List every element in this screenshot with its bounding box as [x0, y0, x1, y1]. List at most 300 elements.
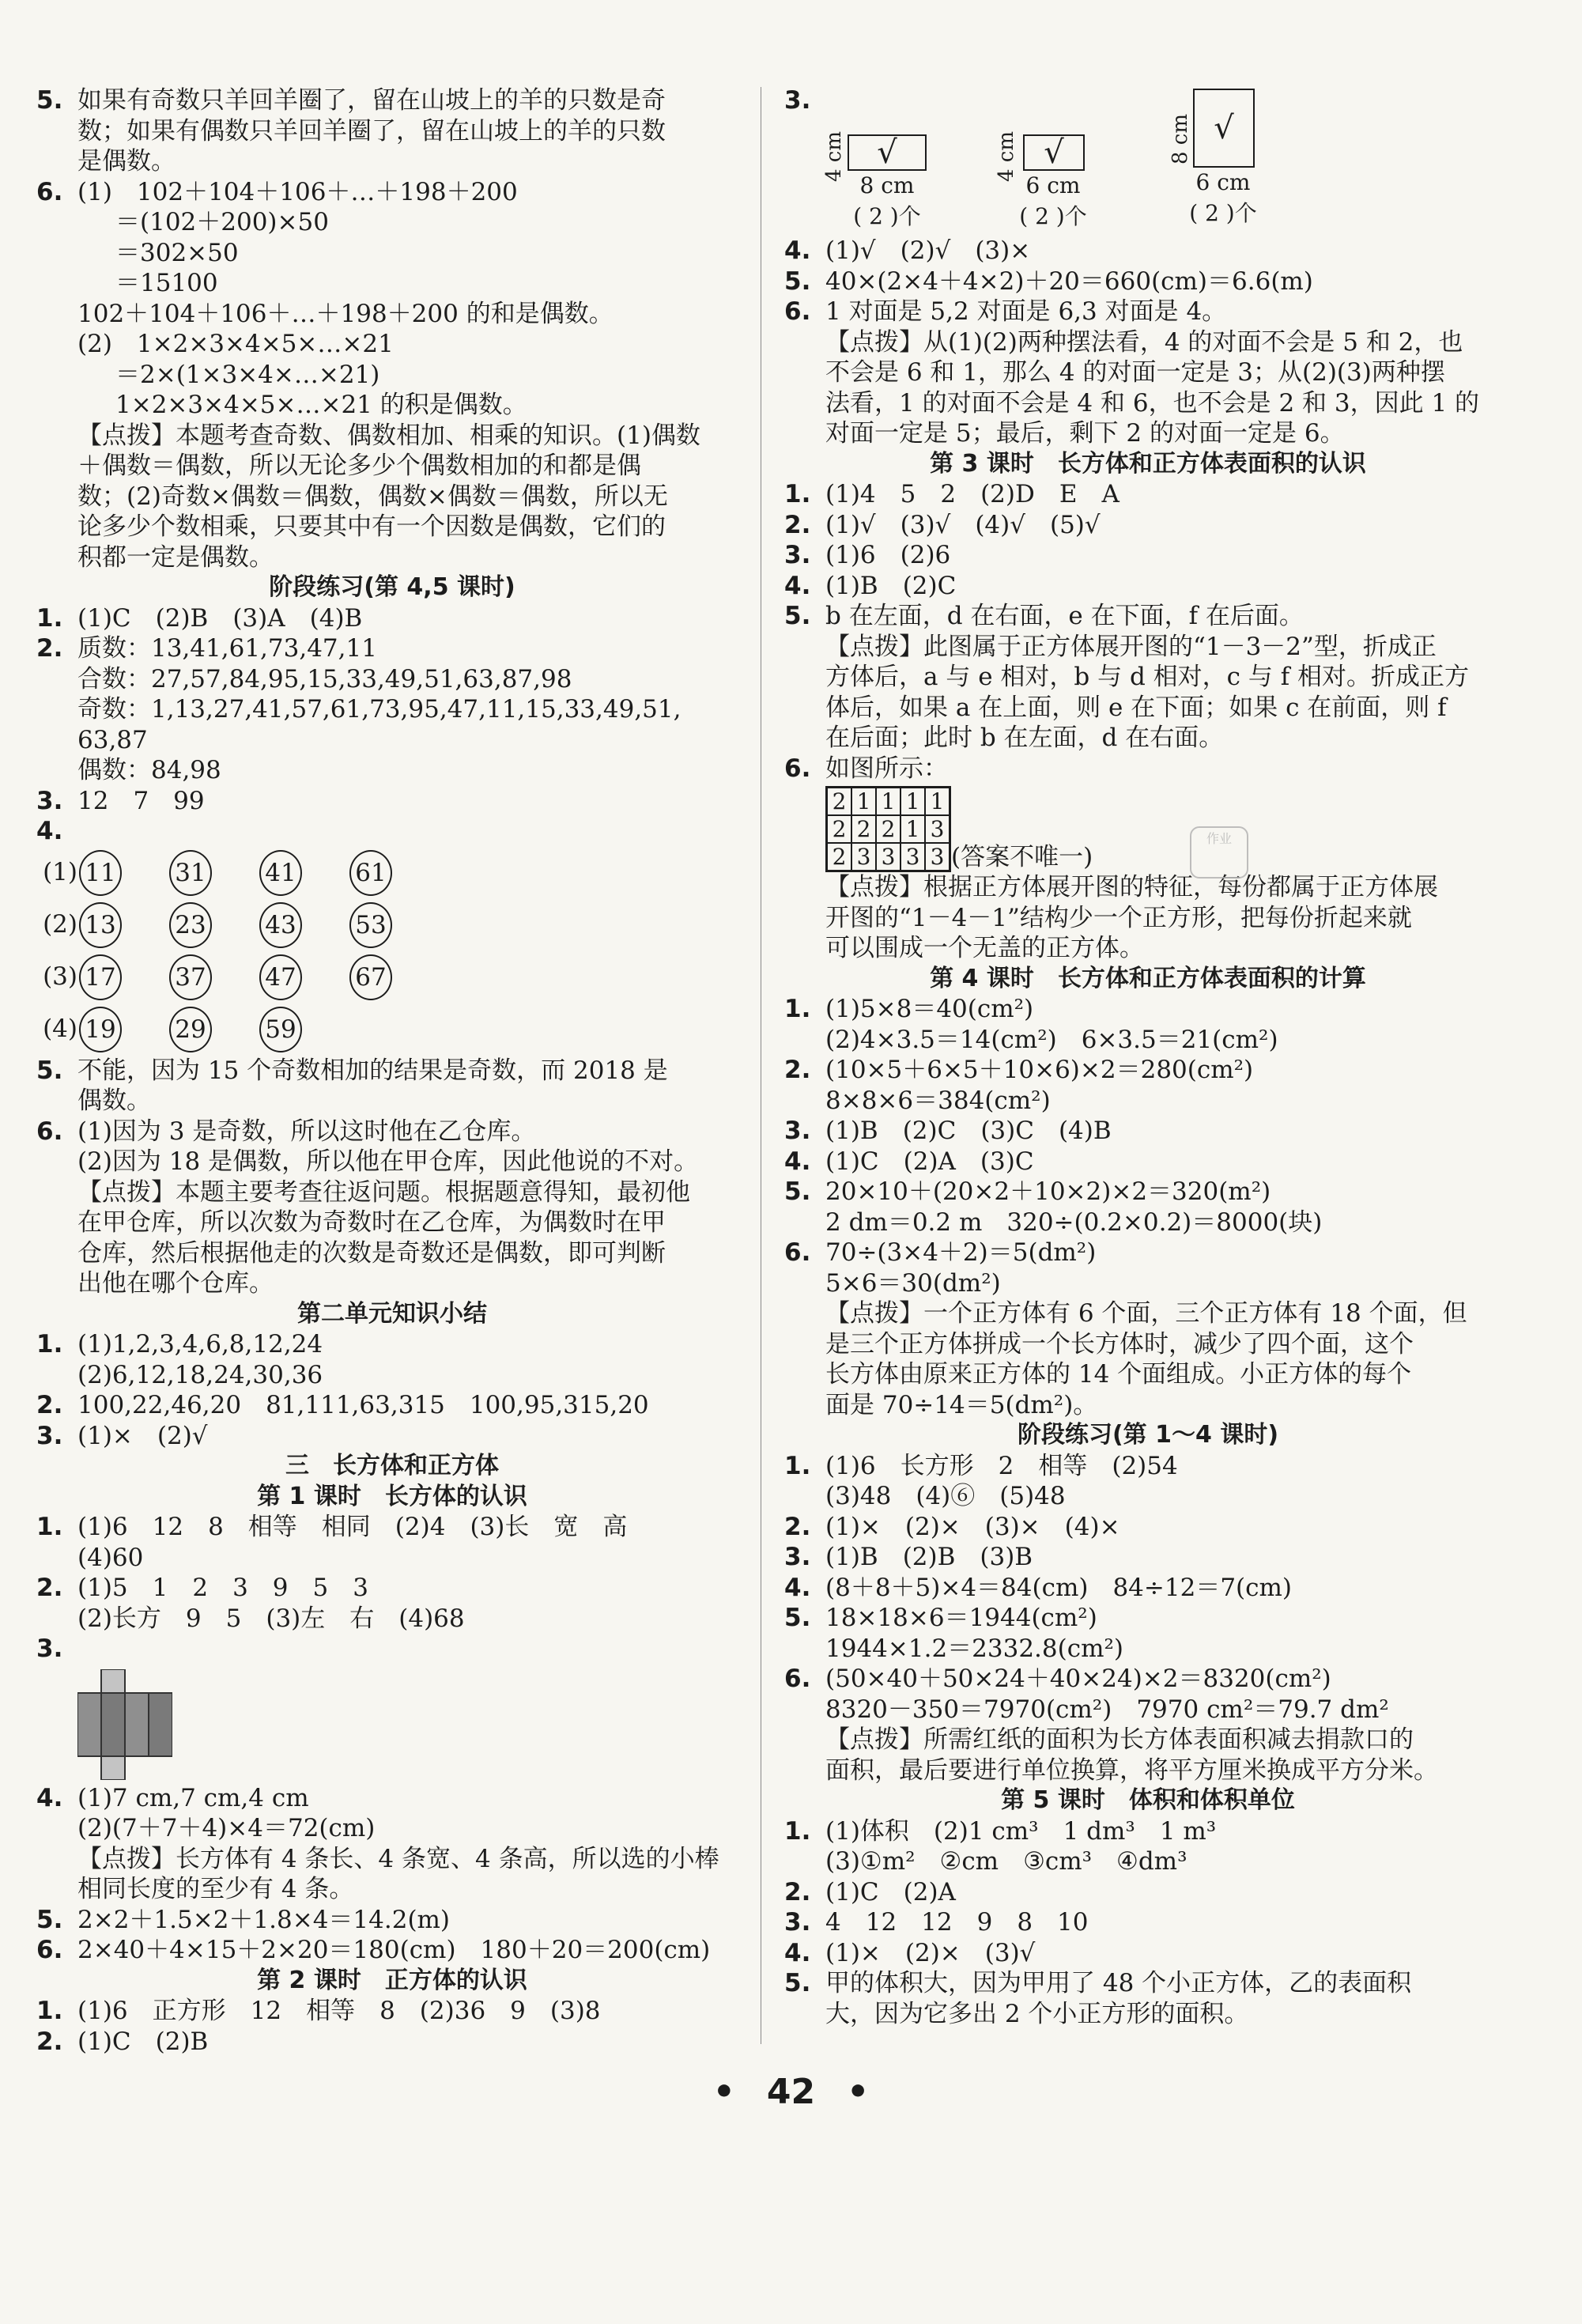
answer-line [36, 2027, 748, 2058]
box2-side-label: 4 cm [995, 130, 1018, 182]
answer-text: 论多少个数相乘，只要其中有一个因数是偶数，它们的 [77, 512, 666, 541]
answer-text: 在后面；此时 b 在左面，d 在右面。 [825, 724, 1224, 752]
answer-line [784, 1116, 1512, 1147]
answer-text: 法看，1 的对面不会是 4 和 6，也不会是 2 和 3，因此 1 的 [825, 388, 1480, 418]
answer-text: 【点拨】此图属于正方体展开图的“1－3－2”型，折成正 [825, 632, 1437, 661]
answer-line [36, 725, 748, 756]
answer-line [784, 693, 1512, 724]
answer-text: 20×10＋(20×2＋10×2)×2＝320(m²) [825, 1177, 1271, 1206]
grid-cell: 1 [900, 788, 925, 815]
question-number: 6. [36, 177, 63, 206]
question-number: 3. [784, 1543, 811, 1571]
net-diagram [77, 1669, 172, 1780]
answer-line [36, 1360, 748, 1391]
answer-line [36, 1844, 748, 1875]
answer-text: 数；(2)奇数×偶数＝偶数，偶数×偶数＝偶数，所以无 [77, 482, 668, 511]
answer-text: 开图的“1－4－1”结构少一个正方形，把每份折起来就 [825, 903, 1412, 932]
circle-row [36, 1003, 748, 1056]
question-number: 1. [784, 480, 811, 508]
answer-line [784, 933, 1512, 964]
question-number: 2. [36, 2027, 63, 2056]
section-heading: 第二单元知识小结 [297, 1299, 487, 1328]
answer-text: (2)长方 9 5 (3)左 右 (4)68 [77, 1604, 465, 1633]
answer-line [36, 177, 748, 208]
answer-line [784, 1207, 1512, 1238]
answer-line [784, 479, 1512, 510]
question-number: 4. [784, 1938, 811, 1967]
question-number: 1. [784, 1451, 811, 1480]
answer-text: 面是 70÷14＝5(dm²)。 [825, 1390, 1098, 1419]
answer-text: ＝(102＋200)×50 [115, 208, 329, 236]
answer-text: ＝2×(1×3×4×…×21) [115, 360, 380, 389]
answer-line [36, 1573, 748, 1604]
answer-text: 2×2＋1.5×2＋1.8×4＝14.2(m) [77, 1905, 451, 1934]
circled-prime: 41 [259, 850, 302, 896]
answer-text: 不会是 6 和 1，那么 4 的对面一定是 3；从(2)(3)两种摆 [825, 358, 1445, 387]
question-number: 3. [784, 541, 811, 569]
answer-text: (1)6 长方形 2 相等 (2)54 [825, 1451, 1178, 1480]
answer-text: 仓库，然后根据他走的次数是奇数还是偶数，即可判断 [77, 1238, 666, 1268]
answer-text: (1)× (2)× (3)× (4)× [825, 1512, 1120, 1541]
answer-line [36, 299, 748, 330]
grid-cell: 3 [876, 843, 900, 871]
answer-line [36, 1177, 748, 1208]
circle-row [36, 847, 748, 899]
grid-cell: 3 [925, 815, 950, 843]
answer-line [36, 755, 748, 786]
box3-rectangle: √ [1193, 89, 1255, 168]
answer-line [784, 632, 1512, 663]
answer-text: 在甲仓库，所以次数为奇数时在乙仓库，为偶数时在甲 [77, 1208, 666, 1237]
grid-cell: 2 [851, 815, 876, 843]
answer-text: 出他在哪个仓库。 [77, 1269, 274, 1298]
answer-text: 甲的体积大，因为甲用了 48 个小正方体，乙的表面积 [825, 1969, 1412, 1997]
question-number: 5. [784, 1177, 811, 1206]
answer-text: b 在左面，d 在右面，e 在下面，f 在后面。 [825, 602, 1304, 630]
answer-line [784, 1390, 1512, 1421]
answer-line [784, 1359, 1512, 1390]
answer-text: 70÷(3×4＋2)＝5(dm²) [825, 1238, 1097, 1267]
answer-text: 长方体由原来正方体的 14 个面组成。小正方体的每个 [825, 1360, 1412, 1389]
circled-prime: 59 [259, 1007, 302, 1052]
answer-text: (2)4×3.5＝14(cm²) 6×3.5＝21(cm²) [825, 1025, 1278, 1054]
answer-text: (1)C (2)B [77, 2027, 209, 2056]
circle-row-label: (1) [43, 858, 77, 887]
answer-text: 面积，最后要进行单位换算，将平方厘米换成平方分米。 [825, 1755, 1438, 1785]
question-number: 3. [784, 1117, 811, 1145]
answer-text: (1)√ (3)√ (4)√ (5)√ [825, 510, 1101, 539]
number-grid [825, 786, 951, 872]
answer-line [784, 327, 1512, 358]
answer-line [36, 1905, 748, 1936]
circled-prime: 67 [349, 954, 392, 1000]
circled-prime: 37 [169, 954, 212, 1000]
answer-text: (1)7 cm,7 cm,4 cm [77, 1783, 309, 1812]
answer-line [36, 1390, 748, 1421]
answer-line [784, 1634, 1512, 1665]
answer-text: (8＋8＋5)×4＝84(cm) 84÷12＝7(cm) [825, 1573, 1292, 1602]
answer-line [36, 1147, 748, 1177]
answer-line [36, 694, 748, 725]
grid-cell: 3 [925, 843, 950, 871]
box1-bottom-label: 8 cm [859, 172, 915, 198]
question-number: 4. [784, 1573, 811, 1602]
answer-line [36, 360, 748, 391]
answer-text: (1)B (2)B (3)B [825, 1543, 1033, 1571]
section-heading: 第 2 课时 正方体的认识 [257, 1966, 527, 1994]
answer-line [36, 329, 748, 360]
circled-prime: 17 [79, 954, 122, 1000]
answer-line [36, 664, 748, 695]
answer-line [784, 1055, 1512, 1086]
box3-count: ( 2 )个 [1189, 199, 1257, 226]
answer-line [36, 786, 748, 817]
circled-prime: 31 [169, 850, 212, 896]
answer-line [36, 633, 748, 664]
grid-cell: 2 [876, 815, 900, 843]
answer-text: (50×40＋50×24＋40×24)×2＝8320(cm²) [825, 1665, 1331, 1693]
answer-line [36, 1783, 748, 1814]
answer-text: 质数：13,41,61,73,47,11 [77, 634, 377, 663]
question-number: 6. [784, 1665, 811, 1693]
circle-row-label: (4) [43, 1015, 77, 1044]
answer-text: ＝302×50 [115, 238, 239, 267]
answer-text: 不能，因为 15 个奇数相加的结果是奇数，而 2018 是 [77, 1056, 668, 1085]
circle-row-label: (3) [43, 962, 77, 992]
number-grid-figure [784, 784, 1512, 872]
answer-line [36, 1329, 748, 1360]
circled-prime: 47 [259, 954, 302, 1000]
question-3-label: 3. [784, 86, 811, 115]
grid-cell: 2 [827, 788, 851, 815]
circled-prime: 53 [349, 902, 392, 948]
answer-text: 是三个正方体拼成一个长方体时，减少了四个面，这个 [825, 1329, 1414, 1359]
box3-bottom-label: 6 cm [1195, 169, 1251, 195]
question-number: 4. [784, 1147, 811, 1176]
answer-line [784, 266, 1512, 297]
answer-text: (1)4 5 2 (2)D E A [825, 480, 1119, 508]
answer-text: 【点拨】本题主要考查往返问题。根据题意得知，最初他 [77, 1177, 690, 1207]
answer-line [784, 1755, 1512, 1786]
question-number: 1. [784, 995, 811, 1023]
answer-text: 1×2×3×4×5×…×21 的积是偶数。 [115, 391, 527, 419]
answer-text: 积都一定是偶数。 [77, 542, 274, 572]
answer-line [36, 1543, 748, 1574]
grid-cell: 1 [900, 815, 925, 843]
question-number: 1. [36, 603, 63, 633]
grid-cell: 1 [851, 788, 876, 815]
section-heading: 三 长方体和正方体 [285, 1452, 499, 1479]
answer-line [36, 1056, 748, 1086]
answer-line [784, 1725, 1512, 1755]
question-number: 6. [784, 754, 811, 783]
grid-cell: 3 [900, 843, 925, 871]
question-number: 6. [784, 1238, 811, 1267]
question-number: 5. [784, 602, 811, 630]
grid-cell: 2 [827, 815, 851, 843]
box3-side-label: 8 cm [1169, 113, 1192, 164]
answer-line [36, 268, 748, 299]
answer-line [36, 1935, 748, 1966]
answer-text: 如图所示： [825, 754, 948, 783]
answer-text: (1)体积 (2)1 cm³ 1 dm³ 1 m³ [825, 1816, 1217, 1846]
question-number: 3. [36, 786, 63, 815]
answer-line [784, 1329, 1512, 1360]
answer-line [36, 1238, 748, 1269]
answer-text: (1)6 (2)6 [825, 541, 951, 569]
answer-text: 【点拨】从(1)(2)两种摆法看，4 的对面不会是 5 和 2，也 [825, 327, 1463, 357]
answer-line [36, 421, 748, 452]
question-4-label: 4. [36, 817, 63, 845]
question-number: 1. [36, 1997, 63, 2025]
question-number: 6. [36, 1117, 63, 1146]
answer-line [784, 1664, 1512, 1695]
answer-line [36, 1086, 748, 1117]
answer-text: (1)C (2)B (3)A (4)B [77, 603, 363, 633]
answer-text: (2) 1×2×3×4×5×…×21 [77, 330, 394, 358]
answer-line [784, 1238, 1512, 1268]
answer-line [36, 146, 748, 177]
answer-line [36, 512, 748, 542]
question-number: 2. [784, 1056, 811, 1084]
circle-row [36, 899, 748, 951]
question-number: 5. [36, 86, 63, 115]
answer-text: 大，因为它多出 2 个小正方形的面积。 [825, 1999, 1249, 2028]
answer-line [784, 903, 1512, 934]
circled-prime: 43 [259, 902, 302, 948]
answer-text: (10×5＋6×5＋10×6)×2＝280(cm²) [825, 1056, 1254, 1084]
answer-line [784, 662, 1512, 693]
answer-line [36, 116, 748, 147]
question-number: 3. [784, 1908, 811, 1937]
answer-line [784, 1938, 1512, 1969]
answer-line [784, 571, 1512, 602]
answer-text: 1 对面是 5,2 对面是 6,3 对面是 4。 [825, 297, 1227, 326]
answer-line [36, 451, 748, 482]
circled-prime: 13 [79, 902, 122, 948]
answer-text: (1)C (2)A [825, 1877, 956, 1906]
answer-line [784, 540, 1512, 571]
answer-text: (2)6,12,18,24,30,36 [77, 1360, 323, 1389]
answer-text: 是偶数。 [77, 147, 176, 176]
answer-line [36, 1117, 748, 1147]
answer-line [784, 297, 1512, 327]
answer-line [784, 1968, 1512, 1999]
rectangle-figures [784, 85, 1512, 236]
answer-line [36, 1604, 748, 1634]
answer-line [784, 1542, 1512, 1573]
answer-line [784, 1298, 1512, 1329]
answer-text: (1) 102＋104＋106＋…＋198＋200 [77, 177, 518, 206]
answer-text: (1)× (2)× (3)√ [825, 1938, 1036, 1967]
question-number: 5. [36, 1056, 63, 1085]
answer-line [36, 603, 748, 634]
answer-line [784, 1086, 1512, 1117]
answer-line [784, 1603, 1512, 1634]
answer-text: 奇数：1,13,27,41,57,61,73,95,47,11,15,33,49,51, [77, 695, 682, 724]
answer-line [784, 994, 1512, 1025]
question-number: 5. [36, 1905, 63, 1934]
grid-cell: 3 [851, 843, 876, 871]
answer-text: 100,22,46,20 81,111,63,315 100,95,315,20 [77, 1391, 649, 1419]
answer-text: 偶数：84,98 [77, 756, 221, 784]
answer-line [36, 542, 748, 573]
box1-count: ( 2 )个 [853, 202, 921, 229]
answer-line [36, 207, 748, 238]
answer-text: (1)C (2)A (3)C [825, 1147, 1034, 1176]
section-heading: 第 1 课时 长方体的认识 [257, 1482, 527, 1510]
question-number: 1. [784, 1816, 811, 1846]
box2-rectangle: √ [1023, 134, 1085, 171]
answer-line [36, 85, 748, 116]
answer-line [784, 754, 1512, 784]
circle-row-label: (2) [43, 910, 77, 939]
answer-text: 方体后，a 与 e 相对，b 与 d 相对，c 与 f 相对。折成正方 [825, 663, 1470, 691]
question-number: 3. [36, 1421, 63, 1450]
box2-bottom-label: 6 cm [1025, 172, 1081, 198]
answer-line [36, 482, 748, 512]
answer-text: 相同长度的至少有 4 条。 [77, 1875, 354, 1903]
answer-line [784, 1695, 1512, 1725]
answer-text: 【点拨】本题考查奇数、偶数相加、相乘的知识。(1)偶数 [77, 421, 700, 450]
answer-line [784, 510, 1512, 541]
answer-text: (1)5 1 2 3 9 5 3 [77, 1574, 368, 1602]
question-number: 2. [784, 510, 811, 539]
answer-text: 63,87 [77, 725, 148, 754]
question-number: 5. [784, 1969, 811, 1997]
answer-text: (1)× (2)√ [77, 1421, 208, 1450]
answer-line [784, 1451, 1512, 1482]
circled-prime: 23 [169, 902, 212, 948]
answer-text: (4)60 [77, 1543, 144, 1572]
answer-text: (1)5×8＝40(cm²) [825, 995, 1034, 1023]
cuboid-net-figure [36, 1665, 748, 1783]
answer-line [784, 388, 1512, 419]
question-number: 2. [784, 1877, 811, 1906]
answer-line [36, 238, 748, 269]
circled-prime: 61 [349, 850, 392, 896]
prime-circles [36, 847, 748, 1056]
question-number: 2. [36, 1391, 63, 1419]
answer-line [784, 1816, 1512, 1847]
answer-line [36, 1512, 748, 1543]
answer-line [784, 723, 1512, 754]
watermark-stamp: 作业 [1190, 826, 1248, 879]
box1-side-label: 4 cm [822, 130, 846, 182]
section-heading: 第 4 课时 长方体和正方体表面积的计算 [930, 964, 1366, 992]
answer-line [784, 1268, 1512, 1299]
section-heading: 阶段练习(第 4,5 课时) [269, 573, 515, 601]
answer-text: (2)因为 18 是偶数，所以他在甲仓库，因此他说的不对。 [77, 1147, 699, 1176]
grid-cell: 1 [925, 788, 950, 815]
answer-line [784, 1999, 1512, 2030]
answer-text: 8320－350＝7970(cm²) 7970 cm²＝79.7 dm² [825, 1695, 1389, 1724]
answer-line [784, 1907, 1512, 1938]
answer-text: 2 dm＝0.2 m 320÷(0.2×0.2)＝8000(块) [825, 1207, 1323, 1237]
answer-line [36, 1813, 748, 1844]
answer-line [36, 1874, 748, 1905]
answer-text: (1)1,2,3,4,6,8,12,24 [77, 1330, 323, 1359]
answer-text: (1)因为 3 是奇数，所以这时他在乙仓库。 [77, 1117, 536, 1146]
answer-line [784, 1481, 1512, 1512]
box2-count: ( 2 )个 [1019, 202, 1087, 229]
answer-text: 102＋104＋106＋…＋198＋200 的和是偶数。 [77, 299, 614, 328]
answer-line [784, 1147, 1512, 1177]
question-number: 6. [784, 297, 811, 326]
answer-text: (1)√ (2)√ (3)× [825, 236, 1031, 265]
left-column [36, 85, 748, 2057]
answer-text: (3)①m² ②cm ③cm³ ④dm³ [825, 1847, 1187, 1876]
answer-line [784, 872, 1512, 903]
answer-text: 【点拨】根据正方体展开图的特征，每份都属于正方体展 [825, 873, 1438, 901]
answer-line [36, 1996, 748, 2027]
answer-text: 合数：27,57,84,95,15,33,49,51,63,87,98 [77, 664, 572, 693]
question-number: 4. [784, 571, 811, 600]
question-number: 5. [784, 1604, 811, 1632]
answer-text: 可以围成一个无盖的正方体。 [825, 934, 1144, 962]
answer-line [36, 1268, 748, 1299]
answer-line [784, 1846, 1512, 1877]
answer-text: 如果有奇数只羊回羊圈了，留在山坡上的羊的只数是奇 [77, 86, 666, 115]
answer-text: (1)6 正方形 12 相等 8 (2)36 9 (3)8 [77, 1997, 601, 2025]
answer-text: 【点拨】所需红纸的面积为长方体表面积减去捐款口的 [825, 1725, 1414, 1754]
circle-row [36, 951, 748, 1003]
answer-text: 1944×1.2＝2332.8(cm²) [825, 1634, 1124, 1663]
question-number: 5. [784, 266, 811, 296]
answer-text: 数；如果有偶数只羊回羊圈了，留在山坡上的羊的只数 [77, 116, 666, 145]
answer-line [36, 1207, 748, 1238]
question-number: 2. [36, 634, 63, 663]
answer-line [784, 236, 1512, 266]
answer-text: 18×18×6＝1944(cm²) [825, 1604, 1097, 1632]
answer-line [36, 1634, 748, 1665]
answer-text: ＋偶数＝偶数，所以无论多少个偶数相加的和都是偶 [77, 452, 641, 480]
answer-line [36, 1421, 748, 1452]
answer-text: 偶数。 [77, 1086, 151, 1115]
grid-cell: 1 [876, 788, 900, 815]
answer-line [784, 1025, 1512, 1056]
box1-rectangle: √ [848, 134, 927, 171]
answer-text: (1)B (2)C [825, 571, 957, 600]
answer-text: 5×6＝30(dm²) [825, 1268, 1001, 1298]
answer-text: (3)48 (4)⑥ (5)48 [825, 1482, 1066, 1510]
answer-text: 【点拨】长方体有 4 条长、4 条宽、4 条高，所以选的小棒 [77, 1844, 719, 1873]
answer-line [36, 390, 748, 421]
answer-text: 12 7 99 [77, 786, 205, 815]
circled-prime: 11 [79, 850, 122, 896]
question-number: 2. [784, 1512, 811, 1541]
section-heading: 第 3 课时 长方体和正方体表面积的认识 [930, 449, 1366, 478]
question-number: 1. [36, 1513, 63, 1541]
answer-text: (2)(7＋7＋4)×4＝72(cm) [77, 1814, 376, 1842]
answer-line [784, 1877, 1512, 1908]
answer-line [784, 601, 1512, 632]
circled-prime: 29 [169, 1007, 212, 1052]
answer-text: 【点拨】一个正方体有 6 个面，三个正方体有 18 个面，但 [825, 1299, 1467, 1328]
question-number: 2. [36, 1574, 63, 1602]
answer-text: ＝15100 [115, 269, 218, 297]
circled-prime: 19 [79, 1007, 122, 1052]
question-number: 4. [784, 236, 811, 265]
right-column [784, 85, 1512, 2029]
answer-line [784, 1177, 1512, 1207]
question-number: 1. [36, 1330, 63, 1359]
grid-cell: 2 [827, 843, 851, 871]
question-number: 4. [36, 1783, 63, 1812]
question-number: 6. [36, 1936, 63, 1964]
section-heading: 第 5 课时 体积和体积单位 [1001, 1786, 1295, 1814]
answer-text: 8×8×6＝384(cm²) [825, 1086, 1051, 1115]
